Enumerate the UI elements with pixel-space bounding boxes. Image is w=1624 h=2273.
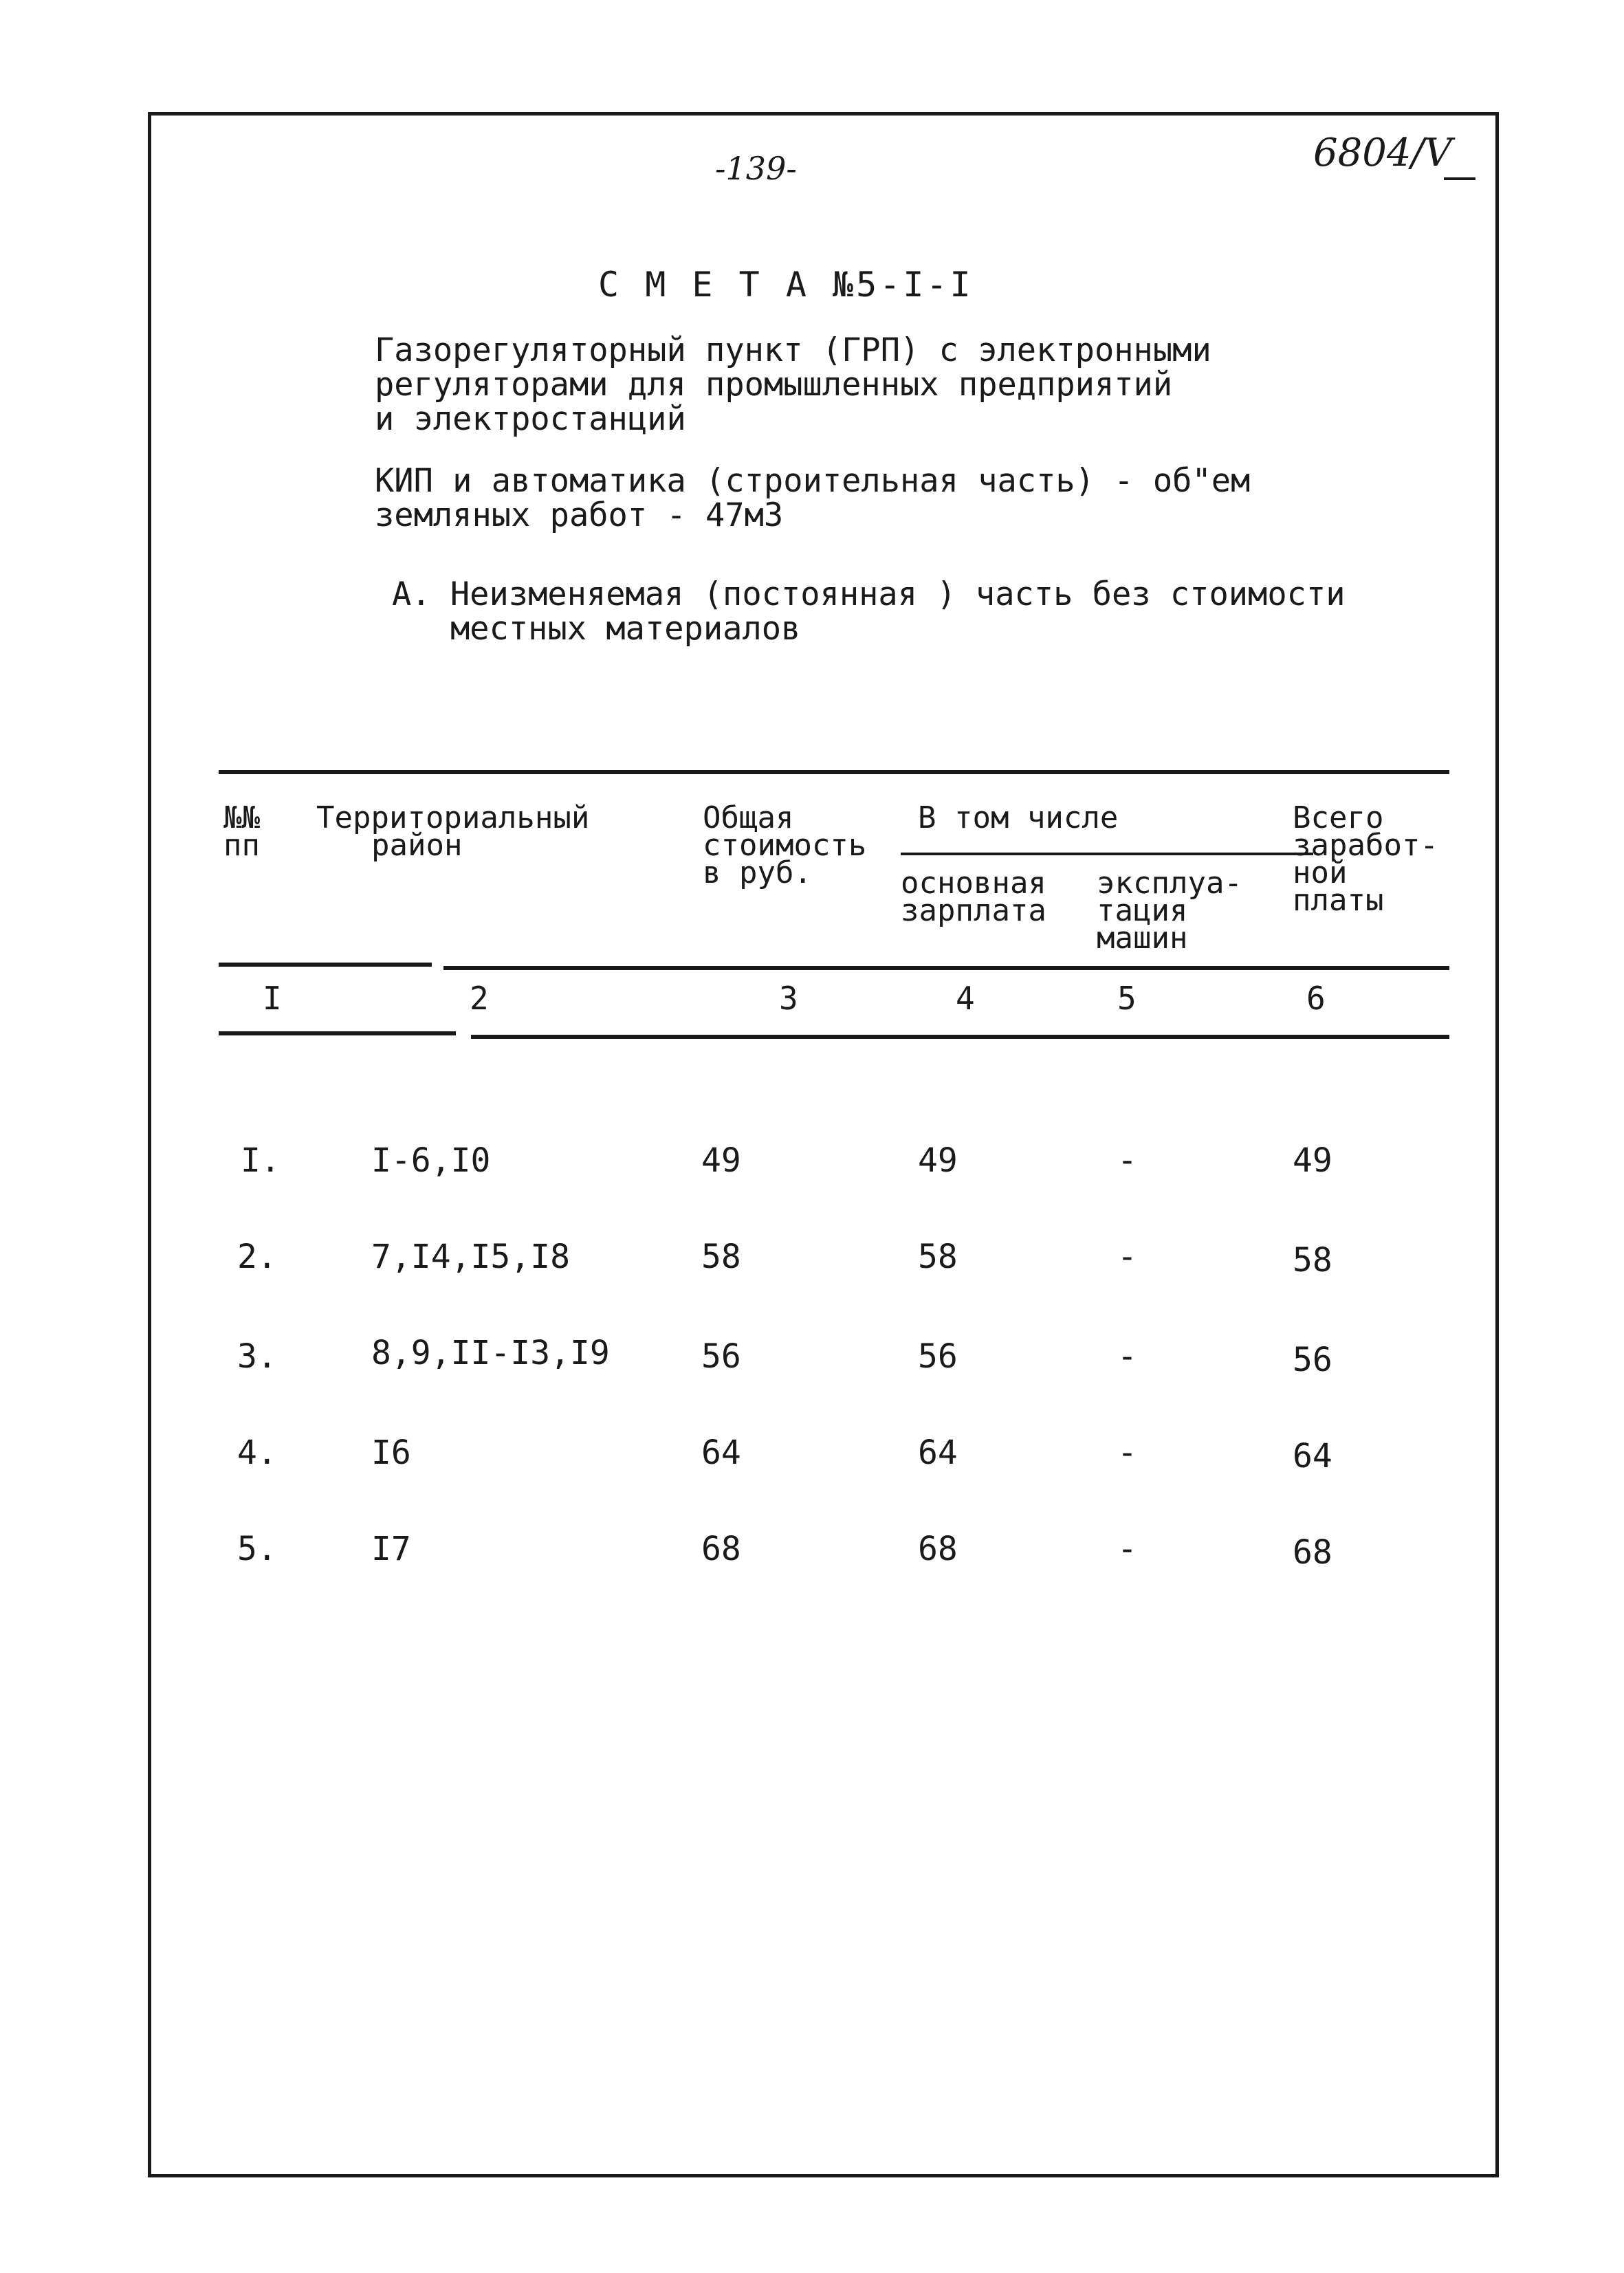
document-number: 6804/V xyxy=(1313,131,1452,175)
header-bottom-rule xyxy=(443,966,1449,970)
column-number: 6 xyxy=(1306,980,1326,1017)
row-salary: 49 xyxy=(918,1141,958,1180)
column-number: 4 xyxy=(956,980,975,1017)
scope-line: земляных работ - 47м3 xyxy=(375,496,784,534)
row-salary: 56 xyxy=(918,1337,958,1376)
description-line: регуляторами для промышленных предприятий xyxy=(375,366,1173,404)
description-line: Газорегуляторный пункт (ГРП) с электронными xyxy=(375,331,1211,369)
row-salary: 58 xyxy=(918,1238,958,1276)
section-line: А. Неизменяемая (постоянная ) часть без стоимости xyxy=(392,575,1346,613)
header-machines-col: эксплуа- тация машин xyxy=(1097,866,1242,956)
row-machines: - xyxy=(1117,1337,1137,1376)
row-total-wages: 58 xyxy=(1293,1241,1332,1280)
row-machines: - xyxy=(1117,1530,1137,1568)
row-total-cost: 68 xyxy=(701,1530,741,1568)
column-number: 5 xyxy=(1117,980,1137,1017)
section-line: местных материалов xyxy=(450,610,801,648)
row-number: 5. xyxy=(237,1530,277,1568)
row-district: I-6,I0 xyxy=(371,1141,491,1180)
row-total-cost: 64 xyxy=(701,1434,741,1472)
group-header-rule xyxy=(901,853,1313,855)
page-number: -139- xyxy=(715,150,797,187)
header-district-col: Территориальный район xyxy=(316,800,590,863)
header-group-included: В том числе xyxy=(918,800,1119,835)
row-salary: 68 xyxy=(918,1530,958,1568)
header-salary-col: основная зарплата xyxy=(901,866,1046,928)
row-total-wages: 49 xyxy=(1293,1141,1332,1180)
column-number: 2 xyxy=(470,980,489,1017)
row-salary: 64 xyxy=(918,1434,958,1472)
row-total-wages: 56 xyxy=(1293,1341,1332,1379)
column-number: 3 xyxy=(779,980,798,1017)
row-number: 2. xyxy=(237,1238,277,1276)
column-numbers-rule xyxy=(471,1035,1449,1039)
column-numbers-rule xyxy=(219,1031,456,1035)
scope-line: КИП и автоматика (строительная часть) - об"ем xyxy=(375,462,1251,500)
header-number-col: №№ пп xyxy=(223,800,260,863)
header-total-cost-col: Общая стоимость в руб. xyxy=(703,800,867,890)
row-total-cost: 58 xyxy=(701,1238,741,1276)
row-total-cost: 49 xyxy=(701,1141,741,1180)
row-total-cost: 56 xyxy=(701,1337,741,1376)
row-district: 7,I4,I5,I8 xyxy=(371,1238,570,1276)
row-number: 4. xyxy=(237,1434,277,1472)
row-machines: - xyxy=(1117,1141,1137,1180)
description-line: и электростанций xyxy=(375,400,686,438)
document-number-underline xyxy=(1444,177,1475,180)
row-total-wages: 64 xyxy=(1293,1437,1332,1475)
header-bottom-rule xyxy=(219,963,432,967)
row-number: 3. xyxy=(237,1337,277,1376)
column-number: I xyxy=(263,980,282,1017)
row-machines: - xyxy=(1117,1434,1137,1472)
document-title: С М Е Т А №5-I-I xyxy=(598,265,974,305)
header-total-wages-col: Всего заработ- ной платы xyxy=(1293,800,1438,918)
table-top-rule xyxy=(219,770,1449,774)
row-number: I. xyxy=(241,1141,281,1180)
row-district: I7 xyxy=(371,1530,411,1568)
row-district: I6 xyxy=(371,1434,411,1472)
row-total-wages: 68 xyxy=(1293,1533,1332,1572)
row-machines: - xyxy=(1117,1238,1137,1276)
row-district: 8,9,II-I3,I9 xyxy=(371,1334,610,1372)
